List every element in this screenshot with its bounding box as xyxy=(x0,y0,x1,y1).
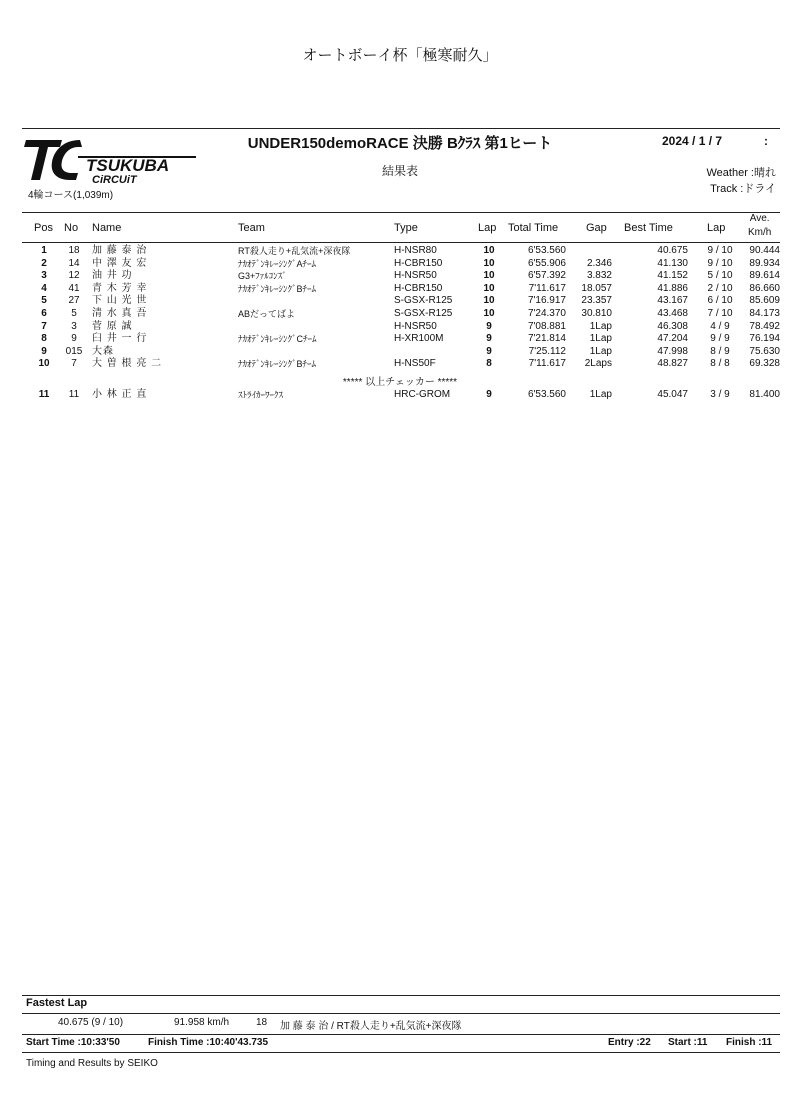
date-suffix: : xyxy=(764,134,768,148)
finish-time: Finish Time :10:40'43.735 xyxy=(148,1037,269,1048)
cell-lap: 9 xyxy=(486,389,492,400)
cell-name: 清 水 真 吾 xyxy=(92,308,148,319)
cell-gap: 2Laps xyxy=(584,358,612,370)
cell-total: 6'55.906 xyxy=(527,257,566,269)
timing-credit: Timing and Results by SEIKO xyxy=(26,1058,158,1069)
col-lap: Lap xyxy=(478,222,497,234)
cell-no: 12 xyxy=(68,270,80,282)
cell-ave: 90.444 xyxy=(749,245,780,256)
col-name: Name xyxy=(92,222,122,234)
cell-lap: 10 xyxy=(483,257,495,269)
cell-total: 7'24.370 xyxy=(527,308,566,319)
cell-lap: 9 xyxy=(486,345,492,357)
cell-no: 5 xyxy=(71,308,77,319)
cell-team: ABだってばよ xyxy=(238,309,296,319)
cell-best: 41.152 xyxy=(657,270,688,282)
cell-pos: 5 xyxy=(41,295,47,307)
col-gap: Gap xyxy=(586,222,607,234)
cell-team: ﾅｶｵﾃﾞﾝｷﾚｰｼﾝｸﾞBﾁｰﾑ xyxy=(238,283,317,294)
cell-ave: 89.614 xyxy=(749,270,780,282)
result-row xyxy=(22,270,782,283)
checker-line: ***** 以上チェッカー ***** xyxy=(342,377,458,388)
cell-gap: 2.346 xyxy=(586,257,612,269)
cell-no: 18 xyxy=(68,245,80,256)
cell-ave: 69.328 xyxy=(749,358,780,370)
cell-team: RT殺人走り+乱気流+深夜隊 xyxy=(238,246,351,256)
cell-best: 46.308 xyxy=(657,320,688,332)
result-row xyxy=(22,358,782,371)
cell-best: 43.468 xyxy=(657,308,688,319)
result-row xyxy=(22,321,782,334)
cell-name: 中 澤 友 宏 xyxy=(92,257,148,269)
cell-total: 7'08.881 xyxy=(527,320,566,332)
col-total-time: Total Time xyxy=(508,222,559,234)
cell-best-lap: 2 / 10 xyxy=(707,282,733,294)
svg-text:CiRCUiT: CiRCUiT xyxy=(92,174,137,184)
cell-lap: 9 xyxy=(486,320,492,332)
cell-total: 7'11.617 xyxy=(528,282,566,294)
cell-no: 11 xyxy=(68,389,80,400)
footer-title-rule xyxy=(22,1013,780,1014)
cell-no: 3 xyxy=(71,320,77,332)
cell-best: 45.047 xyxy=(657,389,688,400)
result-row xyxy=(22,308,782,321)
cell-best: 48.827 xyxy=(657,358,688,370)
cell-best-lap: 9 / 10 xyxy=(707,257,733,269)
cell-best: 47.998 xyxy=(657,345,688,357)
cell-team: ﾅｶｵﾃﾞﾝｷﾚｰｼﾝｸﾞBﾁｰﾑ xyxy=(238,359,317,370)
cell-type: H-XR100M xyxy=(394,333,444,345)
cell-type: S-GSX-R125 xyxy=(394,308,453,319)
cell-pos: 2 xyxy=(41,257,47,269)
course-label: 4輪コース(1,039m) xyxy=(28,190,114,201)
cell-best: 40.675 xyxy=(657,245,688,256)
result-row xyxy=(22,346,782,359)
fastest-lap-time: 40.675 (9 / 10) xyxy=(58,1017,124,1028)
col-ave xyxy=(748,212,771,240)
cell-ave: 76.194 xyxy=(749,333,780,345)
cell-total: 7'16.917 xyxy=(527,295,566,307)
cell-team: ﾅｶｵﾃﾞﾝｷﾚｰｼﾝｸﾞCﾁｰﾑ xyxy=(238,334,317,345)
cell-total: 6'57.392 xyxy=(527,270,566,282)
cell-name: 下 山 光 世 xyxy=(92,295,148,307)
cell-best-lap: 3 / 9 xyxy=(710,389,730,400)
col-best-time: Best Time xyxy=(624,222,673,234)
result-row xyxy=(22,295,782,308)
cell-team: ﾅｶｵﾃﾞﾝｷﾚｰｼﾝｸﾞAﾁｰﾑ xyxy=(238,258,317,269)
cell-type: H-NS50F xyxy=(394,358,436,370)
cell-lap: 9 xyxy=(486,333,492,345)
cell-name: 油 井 功 xyxy=(92,270,133,282)
cell-type: H-CBR150 xyxy=(394,282,443,294)
result-row xyxy=(22,258,782,271)
result-row xyxy=(22,389,782,402)
cell-gap: 1Lap xyxy=(589,320,612,332)
track-condition: Track :ドライ xyxy=(710,183,776,195)
result-row xyxy=(22,245,782,258)
cell-ave: 78.492 xyxy=(749,320,780,332)
cell-gap: 30.810 xyxy=(581,308,612,319)
cell-name: 菅 原 誠 xyxy=(92,320,133,332)
cell-pos: 7 xyxy=(41,320,47,332)
footer-mid-rule xyxy=(22,1034,780,1035)
cell-name: 大 曽 根 亮 二 xyxy=(92,358,163,370)
cell-ave: 84.173 xyxy=(749,308,780,319)
cell-best-lap: 8 / 9 xyxy=(710,345,730,357)
cell-type: H-NSR80 xyxy=(394,245,437,256)
cell-pos: 1 xyxy=(41,245,47,256)
cell-pos: 3 xyxy=(41,270,47,282)
cell-best: 43.167 xyxy=(657,295,688,307)
series-title: オートボーイ杯「極寒耐久」 xyxy=(302,46,498,64)
cell-gap: 1Lap xyxy=(589,389,612,400)
cell-total: 6'53.560 xyxy=(527,389,566,400)
table-top-rule xyxy=(22,212,780,213)
cell-name: 小 林 正 直 xyxy=(92,389,148,400)
cell-best-lap: 4 / 9 xyxy=(710,320,730,332)
tsukuba-circuit-logo xyxy=(22,134,202,184)
cell-name: 大森 xyxy=(92,345,114,357)
cell-pos: 10 xyxy=(38,358,50,370)
cell-no: 27 xyxy=(68,295,80,307)
fastest-lap-no: 18 xyxy=(256,1017,268,1028)
cell-type: H-NSR50 xyxy=(394,270,437,282)
cell-best: 41.886 xyxy=(657,282,688,294)
cell-no: 14 xyxy=(68,257,80,269)
cell-best-lap: 7 / 10 xyxy=(707,308,733,319)
cell-type: H-CBR150 xyxy=(394,257,443,269)
cell-gap: 3.832 xyxy=(586,270,612,282)
col-pos: Pos xyxy=(34,222,53,234)
cell-gap: 23.357 xyxy=(581,295,612,307)
col-ave-unit: Km/h xyxy=(748,227,772,238)
table-header-rule xyxy=(22,242,780,243)
entry-count: Entry :22 xyxy=(608,1037,651,1048)
cell-lap: 10 xyxy=(483,282,495,294)
cell-lap: 8 xyxy=(486,358,492,370)
finish-count: Finish :11 xyxy=(726,1037,773,1048)
cell-ave: 89.934 xyxy=(749,257,780,269)
col-type: Type xyxy=(394,222,418,234)
fastest-lap-title: Fastest Lap xyxy=(26,997,88,1009)
cell-total: 7'21.814 xyxy=(527,333,566,345)
cell-no: 7 xyxy=(71,358,77,370)
cell-best-lap: 6 / 10 xyxy=(707,295,733,307)
cell-no: 9 xyxy=(71,333,77,345)
cell-total: 7'25.112 xyxy=(528,345,566,357)
cell-name: 加 藤 泰 治 xyxy=(92,245,148,256)
cell-name: 臼 井 一 行 xyxy=(92,333,148,345)
cell-type: H-NSR50 xyxy=(394,320,437,332)
cell-total: 6'53.560 xyxy=(527,245,566,256)
cell-best-lap: 8 / 8 xyxy=(710,358,730,370)
cell-ave: 81.400 xyxy=(749,389,780,400)
start-time: Start Time :10:33'50 xyxy=(26,1037,120,1048)
tc-logo-icon xyxy=(22,134,202,184)
cell-lap: 10 xyxy=(483,245,495,256)
result-row xyxy=(22,333,782,346)
col-best-lap: Lap xyxy=(707,222,726,234)
cell-best-lap: 9 / 9 xyxy=(710,333,730,345)
cell-team: G3+ﾌｧﾙｺﾝｽﾞ xyxy=(238,271,287,282)
header-top-rule xyxy=(22,128,780,129)
cell-lap: 10 xyxy=(483,270,495,282)
cell-lap: 10 xyxy=(483,295,495,307)
cell-best-lap: 5 / 10 xyxy=(707,270,733,282)
svg-text:TSUKUBA: TSUKUBA xyxy=(86,156,170,175)
col-team: Team xyxy=(238,222,265,234)
fastest-lap-speed: 91.958 km/h xyxy=(174,1017,230,1028)
cell-total: 7'11.617 xyxy=(528,358,566,370)
cell-best: 47.204 xyxy=(657,333,688,345)
col-no: No xyxy=(64,222,79,234)
cell-type: HRC-GROM xyxy=(394,389,451,400)
result-row xyxy=(22,283,782,296)
cell-lap: 10 xyxy=(483,308,495,319)
col-ave-label: Ave. xyxy=(749,213,770,224)
cell-gap: 1Lap xyxy=(589,345,612,357)
cell-pos: 9 xyxy=(41,345,47,357)
race-date: 2024 / 1 / 7 xyxy=(662,134,723,148)
cell-gap: 18.057 xyxy=(581,282,612,294)
cell-type: S-GSX-R125 xyxy=(394,295,453,307)
results-subtitle: 結果表 xyxy=(381,164,418,178)
cell-pos: 6 xyxy=(41,308,47,319)
fastest-lap-driver: 加 藤 泰 治 / RT殺人走り+乱気流+深夜隊 xyxy=(280,1021,462,1032)
race-title: UNDER150demoRACE 決勝 Bｸﾗｽ 第1ヒート xyxy=(247,135,553,152)
cell-no: 41 xyxy=(68,282,80,294)
start-count: Start :11 xyxy=(668,1037,708,1048)
cell-gap: 1Lap xyxy=(589,333,612,345)
cell-pos: 4 xyxy=(41,282,47,294)
cell-team: ｽﾄﾗｲｶｰﾜｰｸｽ xyxy=(238,390,284,400)
cell-name: 青 木 芳 幸 xyxy=(92,282,148,294)
cell-best: 41.130 xyxy=(657,257,688,269)
cell-ave: 85.609 xyxy=(749,295,780,307)
cell-ave: 75.630 xyxy=(749,345,780,357)
cell-pos: 11 xyxy=(38,389,50,400)
weather: Weather :晴れ xyxy=(706,167,776,179)
cell-no: 015 xyxy=(65,345,83,357)
cell-pos: 8 xyxy=(41,333,47,345)
cell-best-lap: 9 / 10 xyxy=(707,245,733,256)
cell-ave: 86.660 xyxy=(749,282,780,294)
